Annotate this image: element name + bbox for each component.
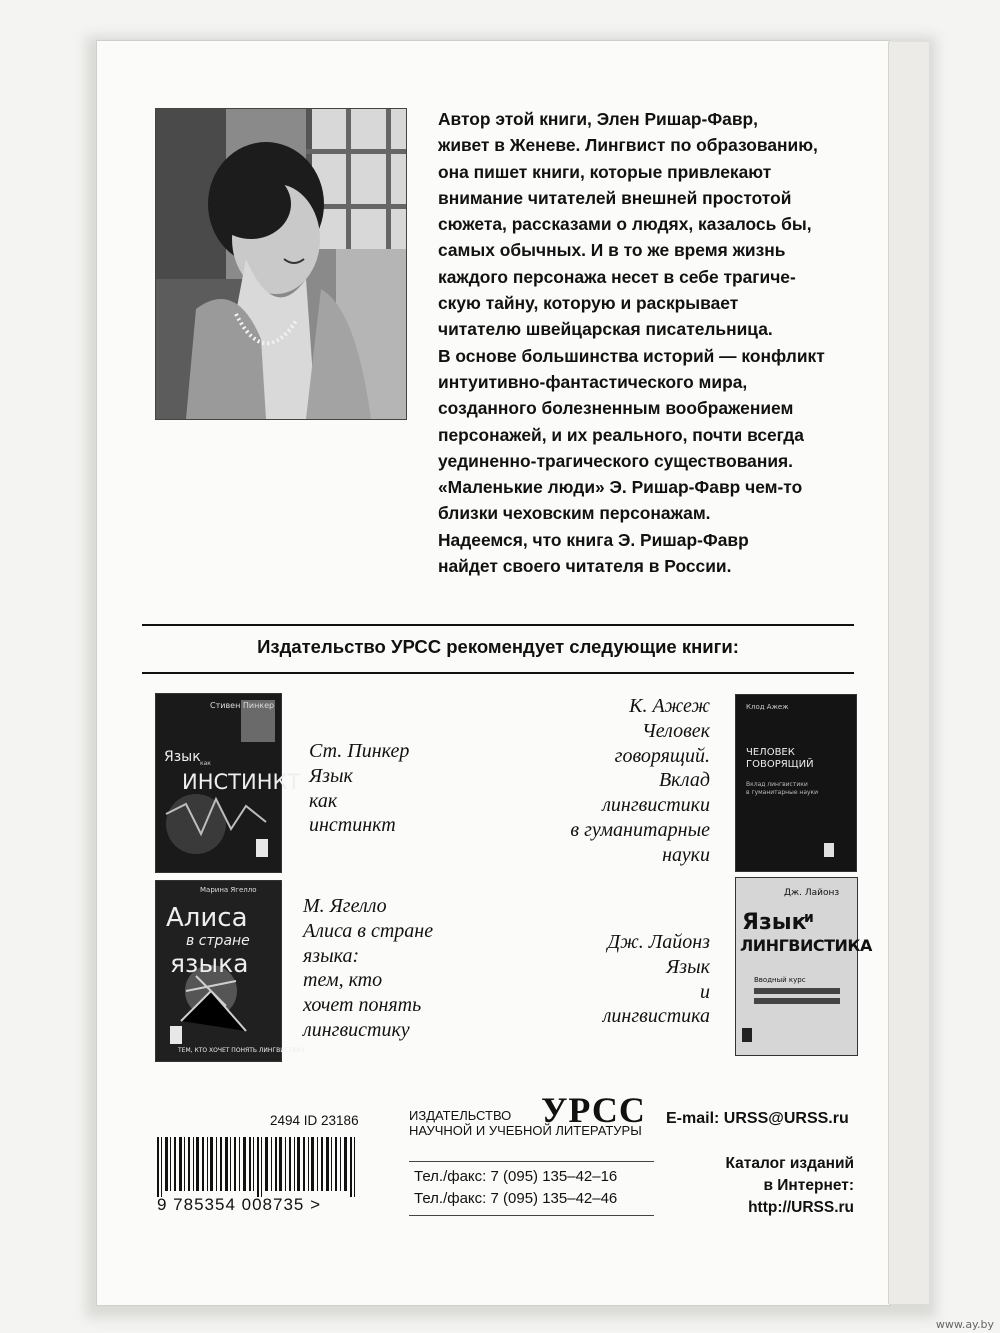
book-line: Вклад (658, 769, 710, 792)
bio-line: читателю швейцарская писательница. (438, 319, 773, 340)
book-line: М. Ягелло (303, 895, 387, 917)
bio-line: внимание читателей внешней простотой (438, 187, 792, 208)
book-line: тем, кто (303, 969, 383, 992)
book-line: К. Ажеж (629, 695, 710, 717)
book-info-lyons (540, 930, 710, 1029)
book-line: лингвистики (602, 794, 710, 817)
book-line: Дж. Лайонз (607, 931, 710, 953)
book-info-yaguello (303, 894, 433, 1043)
catalog-line: в Интернет: (763, 1177, 854, 1194)
publisher-email: E-mail: URSS@URSS.ru (666, 1110, 849, 1127)
catalog-line: Каталог изданий (725, 1155, 854, 1172)
bio-line: самых обычных. И в то же время жизнь (438, 240, 786, 261)
pinker-cover-word1: Язык (164, 749, 201, 765)
bio-line: скую тайну, которую и раскрывает (438, 293, 739, 314)
hagege-cover-sub2: в гуманитарные науки (746, 789, 819, 796)
bio-line: сюжета, рассказами о людях, казалось бы, (438, 214, 812, 235)
book-cover-pinker (155, 693, 301, 873)
book-info-hagege (540, 694, 710, 868)
publisher-logo-icon (824, 843, 834, 857)
bio-line: Надеемся, что книга Э. Ришар-Фавр (438, 529, 749, 550)
book-line: Язык (309, 764, 353, 787)
book-cover-yaguello (155, 880, 305, 1062)
bio-line: она пишет книги, которые привлекают (438, 161, 772, 182)
publisher-line: ИЗДАТЕЛЬСТВО (409, 1108, 512, 1123)
book-line: Человек (641, 719, 710, 742)
book-line: как (309, 789, 338, 812)
pinker-cover-author: Стивен Пинкер (210, 701, 275, 710)
lyons-cover-word1: Язык (742, 910, 807, 935)
bio-line: найдет своего читателя в России. (438, 556, 732, 577)
book-line: и (700, 980, 710, 1003)
author-portrait-image (156, 109, 406, 419)
pinker-cover-word2: как (200, 760, 211, 767)
hagege-cover-title2: ГОВОРЯЩИЙ (746, 759, 814, 770)
isbn-number: 9 785354 008735 > (157, 1195, 322, 1214)
yaguello-cover-word3: языка (170, 949, 249, 978)
hagege-cover-author: Клод Ажеж (746, 703, 789, 711)
book-line: говорящий. (614, 744, 710, 767)
lyons-cover-sub: Вводный курс (754, 976, 806, 984)
watermark: www.ay.by (935, 1318, 994, 1331)
book-line: лингвистика (602, 1005, 710, 1028)
bio-line: каждого персонажа несет в себе трагиче- (438, 266, 796, 287)
bio-line: живет в Женеве. Лингвист по образованию, (438, 135, 818, 156)
bio-line: интуитивно-фантастического мира, (438, 371, 748, 392)
book-line: инстинкт (309, 814, 396, 837)
catalog-line: http://URSS.ru (748, 1199, 854, 1216)
yaguello-cover-word2: в стране (186, 933, 250, 949)
bio-line: персонажей, и их реального, почти всегда (438, 424, 804, 445)
book-line: в гуманитарные (570, 818, 710, 841)
phone-rule-top (409, 1161, 654, 1162)
bio-line: близки чеховским персонажам. (438, 503, 711, 524)
rule-top (142, 624, 854, 626)
publisher-name: УРСС (541, 1090, 646, 1130)
author-photo (155, 108, 407, 420)
bio-line: созданного болезненным воображением (438, 398, 794, 419)
publisher-logo-icon (742, 1028, 752, 1042)
bio-line: уединенно-трагического существования. (438, 450, 794, 471)
publisher-line: НАУЧНОЙ И УЧЕБНОЙ ЛИТЕРАТУРЫ (409, 1123, 642, 1138)
pinker-cover-word3: ИНСТИНКТ (182, 770, 301, 794)
phone-line: Тел./факс: 7 (095) 135–42–16 (414, 1168, 618, 1185)
phone-line: Тел./факс: 7 (095) 135–42–46 (414, 1190, 618, 1207)
hagege-cover-sub1: Вклад лингвистики (746, 781, 808, 788)
bio-line: Автор этой книги, Элен Ришар-Фавр, (438, 109, 758, 129)
book-line: Язык (666, 955, 710, 978)
lyons-cover-word3: ЛИНГВИСТИКА (740, 936, 872, 955)
rule-bottom (142, 672, 854, 674)
author-bio (438, 106, 858, 579)
book-cover-hagege (735, 694, 857, 872)
bio-line: «Маленькие люди» Э. Ришар-Фавр чем-то (438, 477, 803, 498)
barcode-id: 2494 ID 23186 (270, 1113, 359, 1128)
book-line: Ст. Пинкер (309, 740, 410, 762)
phone-rule-bottom (409, 1215, 654, 1216)
cover-bar (754, 988, 840, 994)
yaguello-cover-footer: ТЕМ, КТО ХОЧЕТ ПОНЯТЬ ЛИНГВИСТИКУ (178, 1047, 305, 1054)
book-line: Алиса в стране (303, 919, 434, 942)
barcode-icon (157, 1137, 367, 1197)
bio-line: В основе большинства историй — конфликт (438, 345, 825, 366)
book-cover-lyons (735, 877, 872, 1056)
hagege-cover-title1: ЧЕЛОВЕК (746, 747, 795, 758)
yaguello-cover-word1: Алиса (166, 903, 248, 933)
book-line: языка: (303, 944, 360, 967)
book-info-pinker (309, 739, 409, 838)
yaguello-cover-author: Марина Ягелло (200, 886, 257, 894)
recommend-title: Издательство УРСС рекомендует следующие книги: (257, 636, 739, 657)
book-spine (888, 42, 929, 1304)
cover-bar (754, 998, 840, 1004)
catalog-info (696, 1153, 854, 1219)
lyons-cover-word2: и (804, 910, 814, 926)
book-line: хочет понять (303, 994, 422, 1017)
book-line: лингвистику (303, 1018, 410, 1041)
lyons-cover-author: Дж. Лайонз (784, 888, 840, 898)
book-line: науки (662, 843, 710, 866)
